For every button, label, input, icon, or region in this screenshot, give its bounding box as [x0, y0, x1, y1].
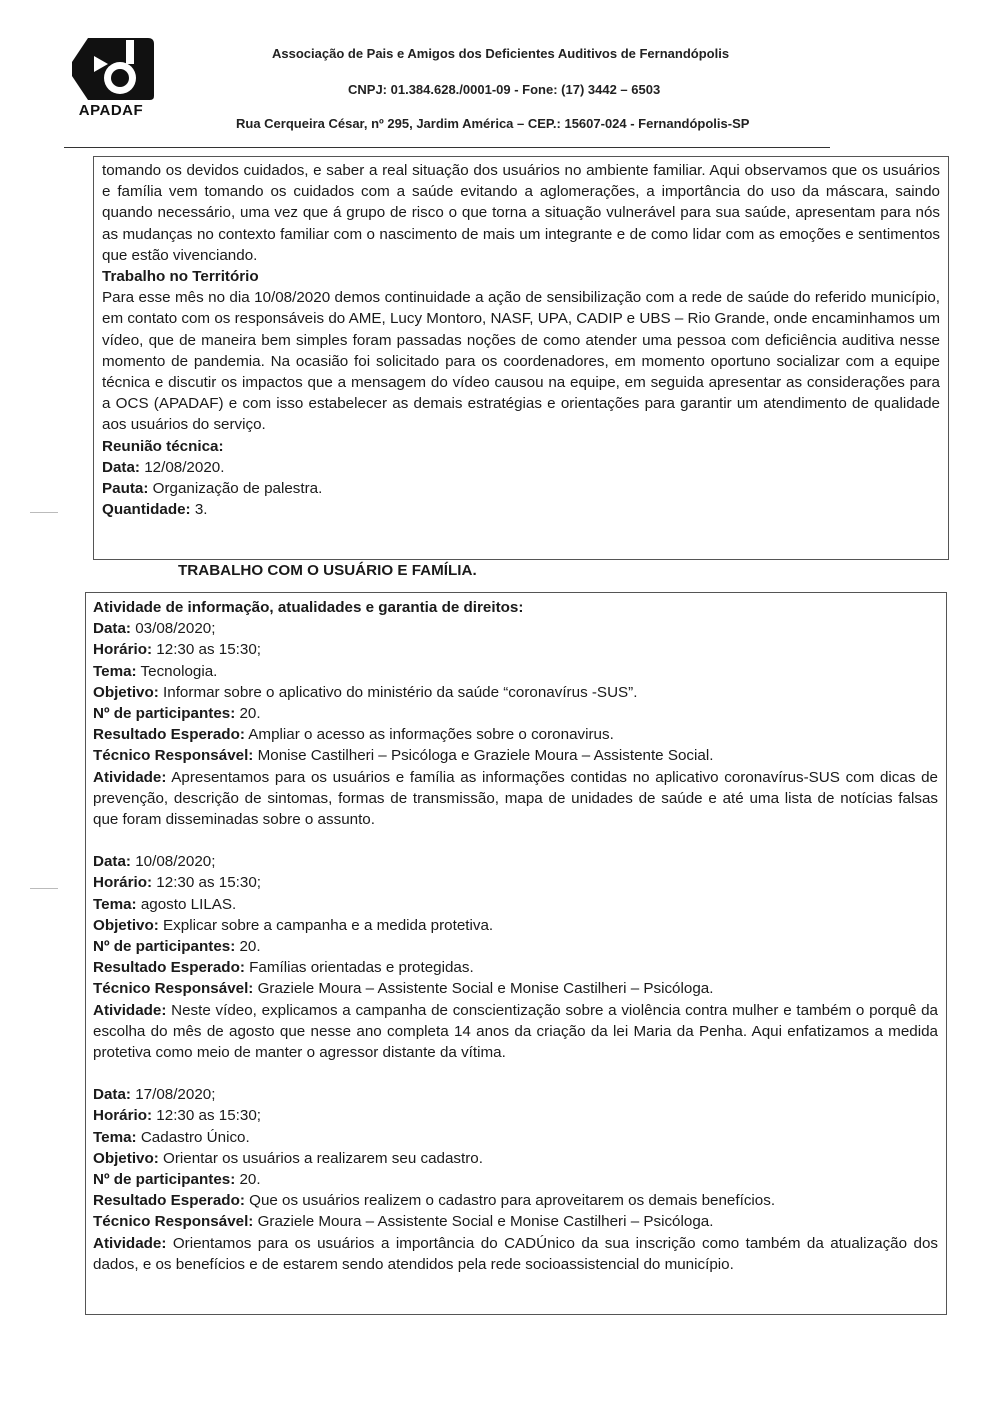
activity-data	[93, 1084, 938, 1105]
apadaf-logo	[64, 34, 158, 124]
activity-objetivo	[93, 682, 938, 703]
activity-participantes	[93, 1169, 938, 1190]
activity-horario	[93, 639, 938, 660]
address: Rua Cerqueira César, nº 295, Jardim América – CEP.: 15607-024 - Fernandópolis-SP	[236, 116, 750, 131]
activity-tecnico-label: Técnico Responsável:	[93, 980, 254, 998]
logo-text: APADAF	[78, 102, 144, 119]
activity-horario-value: 12:30 as 15:30;	[152, 641, 262, 659]
activity-objetivo-value: Explicar sobre a campanha e a medida protetiva.	[158, 916, 494, 934]
activity-horario	[93, 872, 938, 893]
activity-data-label: Data:	[93, 853, 131, 871]
activity-horario-label: Horário:	[93, 1107, 153, 1125]
activity-tecnico	[93, 745, 938, 766]
activity-tema-label: Tema:	[93, 895, 137, 913]
org-name: Associação de Pais e Amigos dos Deficientes Auditivos de Fernandópolis	[272, 46, 730, 61]
activity-objetivo-label: Objetivo:	[93, 916, 159, 934]
activity-atividade	[93, 1233, 938, 1275]
activity-tema-label: Tema:	[93, 662, 137, 680]
territory-box	[93, 156, 949, 560]
activity-atividade-label: Atividade:	[93, 768, 167, 786]
activity-tecnico-value: Monise Castilheri – Psicóloga e Graziele Moura – Assistente Social.	[253, 747, 714, 765]
activity-tema	[93, 894, 938, 915]
margin-mark	[30, 512, 58, 513]
activity-resultado-label: Resultado Esperado:	[93, 959, 245, 977]
meeting-quantity: Quantidade: 3.	[102, 501, 208, 519]
section-title: TRABALHO COM O USUÁRIO E FAMÍLIA.	[178, 562, 477, 579]
activity-data-label: Data:	[93, 620, 131, 638]
activity-entry	[93, 1084, 938, 1275]
activity-participantes	[93, 936, 938, 957]
activity-participantes-value: 20.	[235, 1171, 261, 1189]
activity-participantes-label: Nº de participantes:	[93, 705, 236, 723]
activity-atividade-value: Apresentamos para os usuários e família as informações contidas no aplicativo coronavírus-SUS com dicas de prevenção, descrição de sintomas, formas de transmissão, mapa de unidades de saúde e até uma lista de notícias falsas que foram disseminadas sobre o assunto.	[93, 768, 938, 829]
cnpj-phone: CNPJ: 01.384.628./0001-09 - Fone: (17) 3442 – 6503	[348, 82, 661, 97]
activity-tema-value: Tecnologia.	[136, 662, 218, 680]
activity-participantes-value: 20.	[235, 705, 261, 723]
activity-horario-value: 12:30 as 15:30;	[152, 1107, 262, 1125]
activity-atividade-value: Orientamos para os usuários a importância do CADÚnico da sua inscrição como também da atualização dos dados, e os benefícios e de estarem sendo atendidos pela rede socioassistencial do município.	[93, 1234, 938, 1273]
territory-paragraph: Para esse mês no dia 10/08/2020 demos continuidade a ação de sensibilização com a rede de saúde do referido município, em contato com os responsáveis do AME, Lucy Montoro, NASF, UPA, CADIP e UBS – Rio Grande, onde encaminhamos um vídeo, que de maneira bem simples foram passadas noções de como atender uma pessoa com deficiência auditiva nesse momento de pandemia. Na ocasião foi solicitado para os coordenadores, em momento oportuno socializar com a equipe técnica e discutir os impactos que a mensagem do vídeo causou na equipe, em seguida apresentar as considerações para a OCS (APADAF) e com isso estabelecer as demais estratégias e orientações para garantir um atendimento de qualidade aos usuários do serviço.	[102, 289, 940, 434]
activity-objetivo-label: Objetivo:	[93, 1149, 159, 1167]
activity-data-value: 10/08/2020;	[130, 853, 216, 871]
activity-data	[93, 851, 938, 872]
activity-tecnico-label: Técnico Responsável:	[93, 747, 254, 765]
activity-atividade-label: Atividade:	[93, 1234, 167, 1252]
activity-resultado-label: Resultado Esperado:	[93, 1192, 245, 1210]
activity-resultado	[93, 957, 938, 978]
activity-resultado	[93, 724, 938, 745]
activity-tecnico	[93, 978, 938, 999]
activity-spacer	[93, 1063, 938, 1084]
intro-paragraph: tomando os devidos cuidados, e saber a real situação dos usuários no ambiente familiar. Aqui observamos que os usuários e família vem tomando os cuidados com a saúde evitando a aglomerações, a importância do uso da máscara, saindo quando necessário, uma vez que á grupo de risco o que torna a situação vulnerável para sua saúde, apresentam para nós as mudanças no contexto familiar com o nascimento de mais um integrante e de como lidar com as emoções e sentimentos que estão vivenciando.	[102, 162, 940, 264]
activity-horario-label: Horário:	[93, 874, 153, 892]
activity-spacer	[93, 830, 938, 851]
activity-tema	[93, 1127, 938, 1148]
activity-horario-value: 12:30 as 15:30;	[152, 874, 262, 892]
meeting-date: Data: 12/08/2020.	[102, 458, 225, 476]
activities-list	[93, 618, 938, 1275]
activity-entry	[93, 618, 938, 830]
activity-resultado-value: Ampliar o acesso as informações sobre o coronavirus.	[244, 726, 614, 744]
activity-tecnico-label: Técnico Responsável:	[93, 1213, 254, 1231]
activity-data	[93, 618, 938, 639]
activity-tema	[93, 661, 938, 682]
activity-tecnico	[93, 1211, 938, 1232]
activity-resultado-label: Resultado Esperado:	[93, 726, 245, 744]
activity-horario	[93, 1105, 938, 1126]
margin-mark	[30, 888, 58, 889]
activity-data-value: 17/08/2020;	[130, 1086, 216, 1104]
activity-entry	[93, 851, 938, 1063]
activity-participantes	[93, 703, 938, 724]
activity-objetivo-label: Objetivo:	[93, 683, 159, 701]
activity-data-label: Data:	[93, 1086, 131, 1104]
activity-tema-value: agosto LILAS.	[136, 895, 237, 913]
activity-atividade	[93, 1000, 938, 1064]
header-divider	[64, 147, 830, 148]
activity-participantes-value: 20.	[235, 938, 261, 956]
activity-tema-value: Cadastro Único.	[136, 1128, 250, 1146]
logo-mark-icon	[64, 34, 158, 104]
activity-participantes-label: Nº de participantes:	[93, 938, 236, 956]
activity-objetivo-value: Orientar os usuários a realizarem seu cadastro.	[158, 1149, 483, 1167]
activity-atividade-label: Atividade:	[93, 1001, 167, 1019]
territory-heading: Trabalho no Território	[102, 268, 259, 286]
activities-heading: Atividade de informação, atualidades e garantia de direitos:	[93, 599, 524, 616]
activity-objetivo	[93, 1148, 938, 1169]
meeting-heading: Reunião técnica:	[102, 437, 224, 455]
activity-tema-label: Tema:	[93, 1128, 137, 1146]
activity-objetivo-value: Informar sobre o aplicativo do ministério da saúde “coronavírus -SUS”.	[158, 683, 638, 701]
activity-resultado-value: Famílias orientadas e protegidas.	[244, 959, 474, 977]
activity-horario-label: Horário:	[93, 641, 153, 659]
activity-atividade	[93, 767, 938, 831]
activity-atividade-value: Neste vídeo, explicamos a campanha de conscientização sobre a violência contra mulher e também o porquê da escolha do mês de agosto que nesse ano completa 14 anos da criação da lei Maria da Penha. Aqui enfatizamos a medida protetiva como meio de manter o agressor distante da vítima.	[93, 1001, 938, 1062]
activity-resultado-value: Que os usuários realizem o cadastro para aproveitarem os demais benefícios.	[244, 1192, 776, 1210]
activity-objetivo	[93, 915, 938, 936]
activities-box	[85, 592, 947, 1315]
activity-tecnico-value: Graziele Moura – Assistente Social e Monise Castilheri – Psicóloga.	[253, 980, 714, 998]
activity-tecnico-value: Graziele Moura – Assistente Social e Monise Castilheri – Psicóloga.	[253, 1213, 714, 1231]
activity-data-value: 03/08/2020;	[130, 620, 216, 638]
activity-resultado	[93, 1190, 938, 1211]
meeting-agenda: Pauta: Organização de palestra.	[102, 480, 323, 498]
activity-participantes-label: Nº de participantes:	[93, 1171, 236, 1189]
